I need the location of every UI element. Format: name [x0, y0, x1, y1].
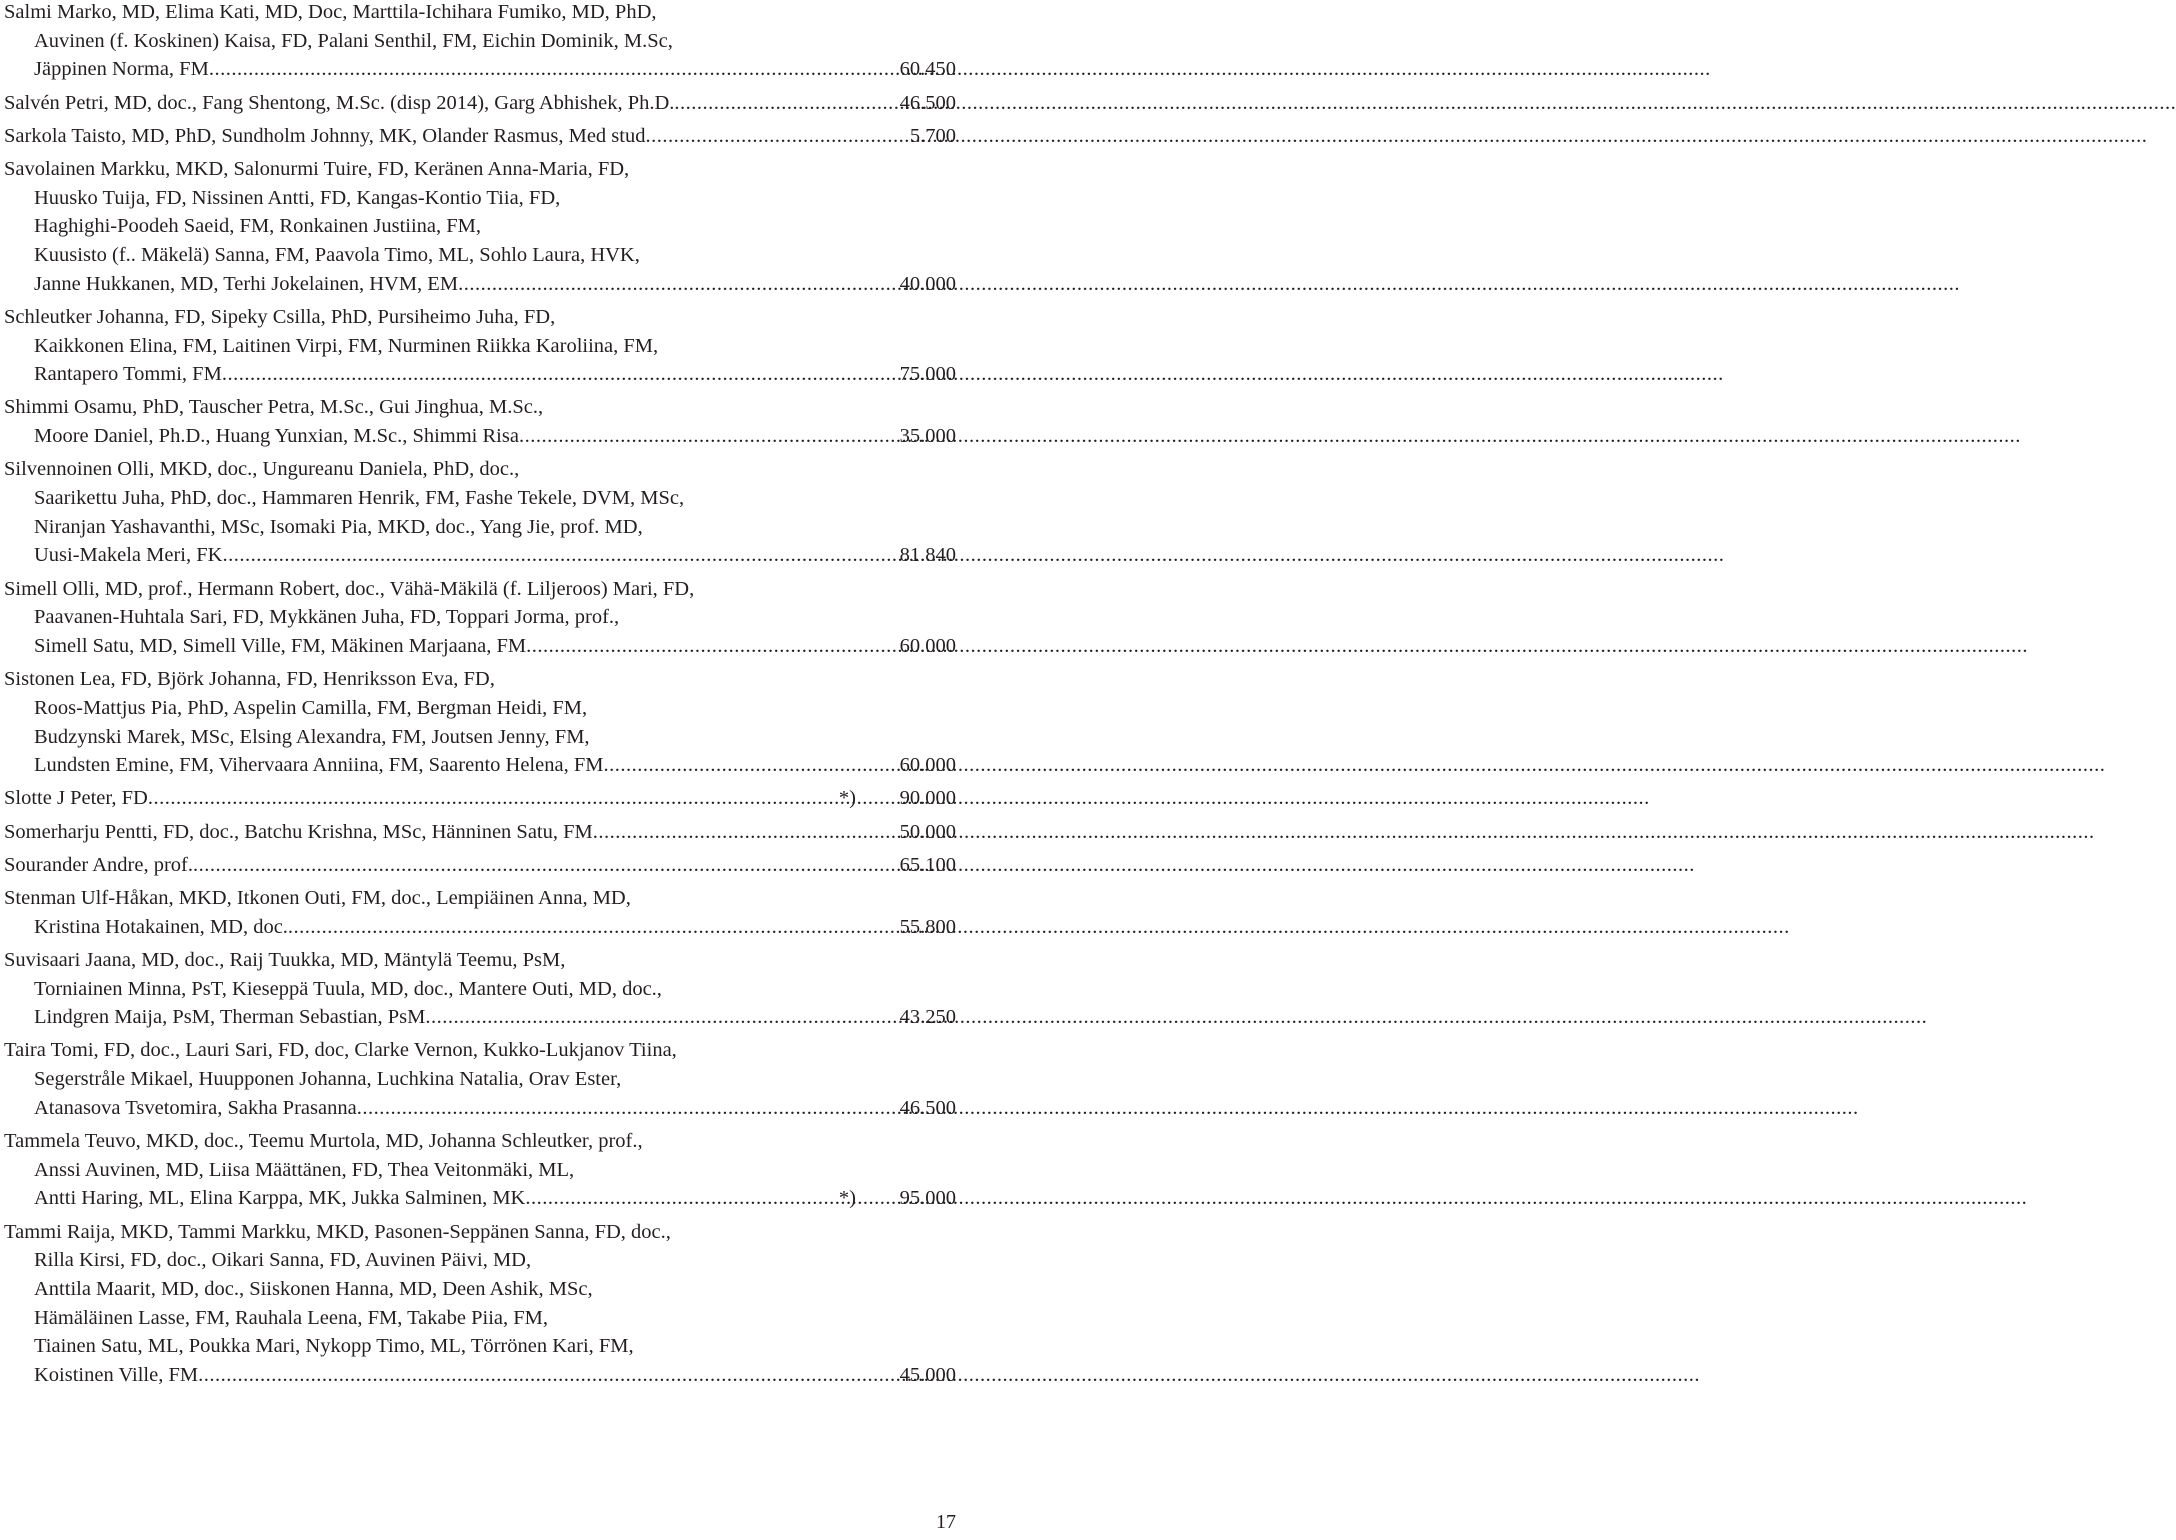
grant-amount: 81.840 [899, 544, 956, 567]
dot-leader [222, 360, 856, 389]
entry-continuation-line [4, 513, 956, 542]
entry-first-line [4, 0, 956, 27]
grant-amount: 90.000 [899, 787, 956, 810]
recipients-text: Stenman Ulf-Håkan, MKD, Itkonen Outi, FM, doc., Lempiäinen Anna, MD, [4, 886, 631, 909]
grant-entry [4, 0, 956, 84]
entry-first-line [4, 946, 956, 975]
recipients-text: Janne Hukkanen, MD, Terhi Jokelainen, HVM, EM [34, 272, 459, 295]
entry-first-line [4, 1218, 956, 1247]
entry-continuation-line [4, 27, 956, 56]
entry-continuation-line [4, 360, 956, 389]
entry-continuation-line [4, 541, 956, 570]
entry-continuation-line [4, 1003, 956, 1032]
entry-first-line [4, 665, 956, 694]
recipients-text: Simell Satu, MD, Simell Ville, FM, Mäkinen Marjaana, FM [34, 634, 527, 657]
recipients-text: Anssi Auvinen, MD, Liisa Määttänen, FD, Thea Veitonmäki, ML, [34, 1158, 575, 1181]
grant-entry [4, 884, 956, 941]
entry-continuation-line [4, 1184, 956, 1213]
recipients-text: Anttila Maarit, MD, doc., Siiskonen Hanna, MD, Deen Ashik, MSc, [34, 1277, 593, 1300]
recipients-text: Tiainen Satu, ML, Poukka Mari, Nykopp Timo, ML, Törrönen Kari, FM, [34, 1335, 634, 1358]
entry-continuation-line [4, 1332, 956, 1361]
entry-continuation-line [4, 1246, 956, 1275]
grant-amount: 46.500 [899, 1096, 956, 1119]
recipients-text: Tammela Teuvo, MKD, doc., Teemu Murtola, MD, Johanna Schleutker, prof., [4, 1129, 643, 1152]
entry-first-line [4, 303, 956, 332]
recipients-text: Saarikettu Juha, PhD, doc., Hammaren Henrik, FM, Fashe Tekele, DVM, MSc, [34, 487, 685, 509]
grant-amount: 35.000 [899, 425, 956, 448]
entry-continuation-line [4, 422, 956, 451]
entry-continuation-line [4, 632, 956, 661]
grant-amount: 40.000 [899, 272, 956, 295]
footnote-mark: *) [838, 1187, 856, 1210]
dot-leader [603, 751, 856, 780]
grant-entry [4, 1218, 956, 1390]
entry-continuation-line [4, 1156, 956, 1185]
entry-continuation-line [4, 723, 956, 752]
entry-first-line [4, 455, 956, 484]
recipients-text: Moore Daniel, Ph.D., Huang Yunxian, M.Sc., Shimmi Risa [34, 425, 519, 448]
recipients-text: Kristina Hotakainen, MD, doc. [34, 915, 288, 938]
dot-leader [357, 1094, 856, 1123]
entry-first-line [4, 1036, 956, 1065]
grant-entry [4, 303, 956, 389]
grant-entry [4, 155, 956, 298]
page-number: 17 [936, 1511, 956, 1533]
entry-continuation-line [4, 751, 956, 780]
recipients-text: Sourander Andre, prof. [4, 853, 194, 876]
grant-entry [4, 575, 956, 661]
entry-first-line [4, 393, 956, 422]
grant-amount: 60.000 [899, 634, 956, 657]
grant-entry [4, 1036, 956, 1122]
entry-continuation-line [4, 1275, 956, 1304]
recipients-text: Koistinen Ville, FM [34, 1363, 199, 1386]
entry-continuation-line [4, 241, 956, 270]
dot-leader [519, 422, 856, 451]
entry-first-line [4, 155, 956, 184]
recipients-text: Somerharju Pentti, FD, doc., Batchu Krishna, MSc, Hänninen Satu, FM [4, 820, 593, 843]
dot-leader [148, 784, 838, 813]
recipients-text: Schleutker Johanna, FD, Sipeky Csilla, PhD, Pursiheimo Juha, FD, [4, 305, 556, 328]
grant-entry [4, 393, 956, 450]
recipients-text: Niranjan Yashavanthi, MSc, Isomaki Pia, MKD, doc., Yang Jie, prof. MD, [34, 515, 643, 538]
recipients-text: Shimmi Osamu, PhD, Tauscher Petra, M.Sc., Gui Jinghua, M.Sc., [4, 396, 544, 419]
recipients-text: Lindgren Maija, PsM, Therman Sebastian, PsM [34, 1006, 426, 1029]
recipients-text: Salvén Petri, MD, doc., Fang Shentong, M.Sc. (disp 2014), Garg Abhishek, Ph.D. [4, 91, 675, 114]
entry-continuation-line [4, 184, 956, 213]
recipients-text: Kuusisto (f.. Mäkelä) Sanna, FM, Paavola Timo, ML, Sohlo Laura, HVK, [34, 244, 640, 266]
dot-leader [288, 913, 856, 942]
grant-amount: 46.500 [899, 91, 956, 114]
recipients-text: Budzynski Marek, MSc, Elsing Alexandra, FM, Joutsen Jenny, FM, [34, 725, 590, 748]
recipients-text: Uusi-Makela Meri, FK [34, 544, 223, 567]
grant-amount: 65.100 [899, 853, 956, 876]
grant-amount: 5.700 [909, 124, 956, 147]
recipients-text: Silvennoinen Olli, MKD, doc., Ungureanu Daniela, PhD, doc., [4, 458, 520, 481]
grant-entry [4, 818, 956, 847]
recipients-text: Torniainen Minna, PsT, Kieseppä Tuula, MD, doc., Mantere Outi, MD, doc., [34, 977, 662, 1000]
grant-amount: 60.000 [899, 754, 956, 777]
dot-leader [525, 1184, 838, 1213]
dot-leader [526, 632, 856, 661]
entry-first-line [4, 784, 956, 813]
entry-continuation-line [4, 1304, 956, 1333]
grant-entry [4, 784, 956, 813]
grant-entry [4, 946, 956, 1032]
recipients-text: Sarkola Taisto, MD, PhD, Sundholm Johnny, MK, Olander Rasmus, Med stud [4, 124, 646, 147]
entry-first-line [4, 884, 956, 913]
entry-continuation-line [4, 1361, 956, 1390]
grant-amount: 75.000 [899, 363, 956, 386]
recipients-text: Lundsten Emine, FM, Vihervaara Anniina, FM, Saarento Helena, FM [34, 754, 604, 777]
recipients-text: Rantapero Tommi, FM [34, 363, 222, 386]
recipients-text: Paavanen-Huhtala Sari, FD, Mykkänen Juha, FD, Toppari Jorma, prof., [34, 606, 620, 629]
grant-amount: 45.000 [899, 1363, 956, 1386]
entry-first-line [4, 122, 956, 151]
entry-first-line [4, 818, 956, 847]
entry-first-line [4, 89, 956, 118]
dot-leader [593, 818, 856, 847]
recipients-text: Atanasova Tsvetomira, Sakha Prasanna [34, 1096, 357, 1119]
recipients-text: Simell Olli, MD, prof., Hermann Robert, doc., Vähä-Mäkilä (f. Liljeroos) Mari, FD, [4, 577, 695, 600]
grant-entry [4, 1127, 956, 1213]
grant-amount: 95.000 [899, 1187, 956, 1210]
grant-amount: 50.000 [899, 820, 956, 843]
grant-entry [4, 455, 956, 570]
entry-continuation-line [4, 694, 956, 723]
entry-continuation-line [4, 55, 956, 84]
grant-amount: 55.800 [899, 915, 956, 938]
dot-leader [198, 1361, 856, 1390]
recipients-text: Sistonen Lea, FD, Björk Johanna, FD, Henriksson Eva, FD, [4, 668, 495, 691]
grant-entry [4, 665, 956, 780]
recipients-text: Antti Haring, ML, Elina Karppa, MK, Jukka Salminen, MK [34, 1187, 526, 1210]
grant-amount: 60.450 [899, 58, 956, 81]
entry-first-line [4, 1127, 956, 1156]
entry-continuation-line [4, 1094, 956, 1123]
entry-continuation-line [4, 975, 956, 1004]
recipients-text: Haghighi-Poodeh Saeid, FM, Ronkainen Justiina, FM, [34, 215, 482, 238]
dot-leader [222, 541, 856, 570]
recipients-text: Hämäläinen Lasse, FM, Rauhala Leena, FM, Takabe Piia, FM, [34, 1306, 548, 1329]
recipients-text: Huusko Tuija, FD, Nissinen Antti, FD, Kangas-Kontio Tiia, FD, [34, 186, 561, 209]
entry-continuation-line [4, 212, 956, 241]
grant-amount: 43.250 [899, 1006, 956, 1029]
recipients-text: Suvisaari Jaana, MD, doc., Raij Tuukka, MD, Mäntylä Teemu, PsM, [4, 948, 566, 971]
recipients-text: Jäppinen Norma, FM [34, 58, 209, 81]
grant-list [4, 0, 956, 1394]
grant-entry [4, 89, 956, 118]
entry-continuation-line [4, 603, 956, 632]
grant-entry [4, 122, 956, 151]
recipients-text: Slotte J Peter, FD [4, 787, 148, 810]
recipients-text: Rilla Kirsi, FD, doc., Oikari Sanna, FD, Auvinen Päivi, MD, [34, 1249, 532, 1272]
footnote-mark: *) [838, 787, 856, 810]
recipients-text: Auvinen (f. Koskinen) Kaisa, FD, Palani Senthil, FM, Eichin Dominik, M.Sc, [34, 29, 673, 52]
dot-leader [458, 270, 856, 299]
entry-continuation-line [4, 484, 956, 513]
recipients-text: Savolainen Markku, MKD, Salonurmi Tuire, FD, Keränen Anna-Maria, FD, [4, 157, 630, 180]
entry-continuation-line [4, 270, 956, 299]
recipients-text: Taira Tomi, FD, doc., Lauri Sari, FD, doc, Clarke Vernon, Kukko-Lukjanov Tiina, [4, 1039, 677, 1062]
dot-leader [425, 1003, 856, 1032]
dot-leader [209, 55, 856, 84]
entry-continuation-line [4, 1065, 956, 1094]
entry-continuation-line [4, 913, 956, 942]
entry-first-line [4, 851, 956, 880]
grant-entry [4, 851, 956, 880]
recipients-text: Kaikkonen Elina, FM, Laitinen Virpi, FM, Nurminen Riikka Karoliina, FM, [34, 334, 659, 357]
entry-first-line [4, 575, 956, 604]
recipients-text: Tammi Raija, MKD, Tammi Markku, MKD, Pasonen-Seppänen Sanna, FD, doc., [4, 1220, 671, 1243]
dot-leader [645, 122, 856, 151]
recipients-text: Roos-Mattjus Pia, PhD, Aspelin Camilla, FM, Bergman Heidi, FM, [34, 696, 588, 719]
recipients-text: Salmi Marko, MD, Elima Kati, MD, Doc, Marttila-Ichihara Fumiko, MD, PhD, [4, 1, 657, 23]
dot-leader [674, 89, 856, 118]
recipients-text: Segerstråle Mikael, Huupponen Johanna, Luchkina Natalia, Orav Ester, [34, 1068, 622, 1091]
dot-leader [193, 851, 856, 880]
entry-continuation-line [4, 332, 956, 361]
